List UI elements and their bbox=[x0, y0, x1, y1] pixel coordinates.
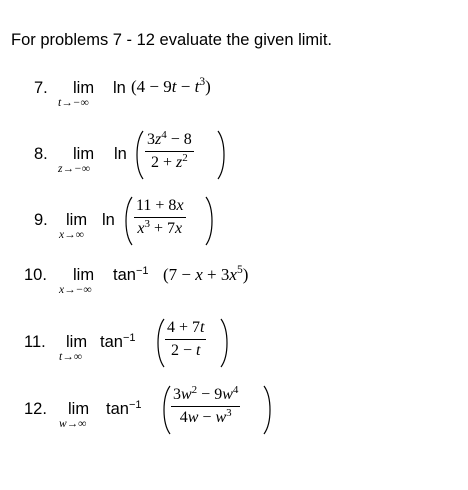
limit-subscript: w→∞ bbox=[59, 418, 87, 430]
limit-operator: lim bbox=[68, 400, 90, 418]
problem-number: 11. bbox=[24, 333, 46, 351]
problem-number: 10. bbox=[24, 266, 47, 284]
problem-number: 8. bbox=[34, 145, 48, 163]
limit-subscript: t→∞ bbox=[59, 351, 82, 363]
right-paren-icon bbox=[204, 196, 216, 246]
limit-operator: lim bbox=[73, 145, 95, 163]
function-name: ln bbox=[102, 211, 115, 229]
left-paren-icon bbox=[133, 130, 145, 180]
limit-operator: lim bbox=[73, 79, 95, 97]
problem-number: 12. bbox=[24, 400, 47, 418]
function-argument: $(4 - 9t - t^3)$ bbox=[131, 76, 211, 96]
right-paren-icon bbox=[216, 130, 228, 180]
limit-subscript: x→∞ bbox=[59, 229, 84, 241]
instructions-text: For problems 7 - 12 evaluate the given limit. bbox=[11, 31, 332, 49]
limit-operator: lim bbox=[66, 333, 88, 351]
problem-number: 7. bbox=[34, 79, 48, 97]
problem-number: 9. bbox=[34, 211, 48, 229]
right-paren-icon bbox=[262, 385, 274, 435]
fraction: $3w^2 - 9w^4$ $4w - w^3$ bbox=[173, 384, 239, 426]
function-name: ln bbox=[114, 145, 127, 163]
limit-subscript: z→−∞ bbox=[58, 163, 90, 175]
limit-subscript: x→−∞ bbox=[59, 284, 92, 296]
function-argument: $(7 - x + 3x^5)$ bbox=[163, 264, 249, 284]
function-name: $\tan^{-1}$ bbox=[106, 399, 142, 418]
limit-subscript: t→−∞ bbox=[58, 97, 89, 109]
fraction: $3z^4 - 8$ $2 + z^2$ bbox=[147, 129, 192, 171]
right-paren-icon bbox=[219, 318, 231, 368]
left-paren-icon bbox=[122, 196, 134, 246]
limit-operator: lim bbox=[66, 211, 88, 229]
fraction: 11 + 8x $x^3 + 7x$ bbox=[136, 197, 184, 237]
fraction: 4 + 7t 2 − t bbox=[167, 319, 205, 359]
function-name: $\tan^{-1}$ bbox=[100, 332, 136, 351]
limit-operator: lim bbox=[73, 266, 95, 284]
function-name: $\tan^{-1}$ bbox=[113, 265, 149, 284]
function-name: ln bbox=[113, 79, 126, 97]
